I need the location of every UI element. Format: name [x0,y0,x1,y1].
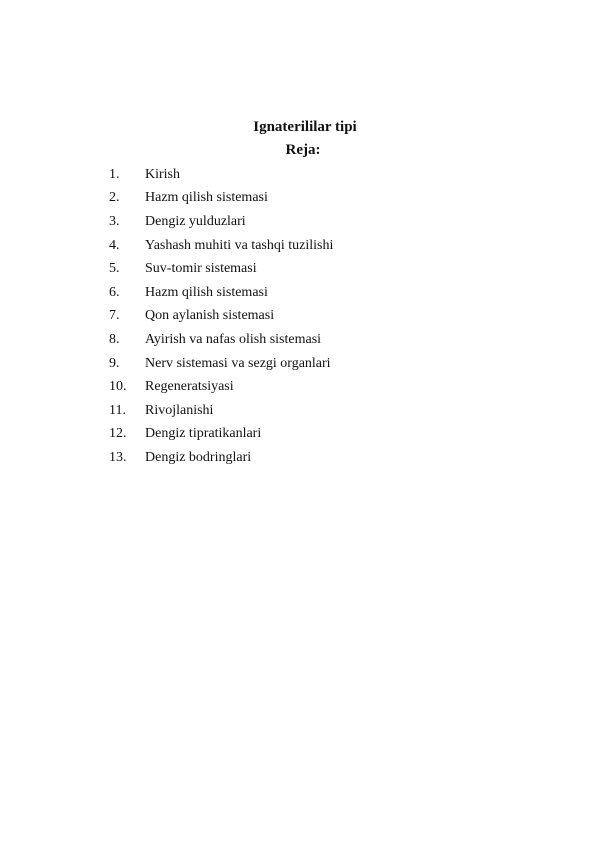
plan-item-text: Dengiz yulduzlari [145,213,246,229]
plan-item-number: 4. [109,237,120,253]
document-title: Ignaterililar tipi [253,119,357,135]
plan-item [109,446,333,470]
plan-item-number: 2. [109,190,120,206]
plan-item-text: Yashash muhiti va tashqi tuzilishi [145,237,334,253]
plan-item-number: 8. [109,331,120,347]
plan-list [109,163,333,470]
plan-item [109,305,333,329]
plan-item-text: Regeneratsiyasi [145,379,234,395]
plan-item [109,163,333,187]
plan-item-text: Dengiz bodringlari [145,449,252,465]
plan-item-text: Rivojlanishi [145,402,214,418]
plan-item-number: 1. [109,166,120,182]
plan-item [109,210,333,234]
plan-item-number: 3. [109,213,120,229]
plan-item-text: Kirish [145,166,180,182]
plan-item-text: Hazm qilish sistemasi [145,284,268,300]
plan-item-text: Nerv sistemasi va sezgi organlari [145,355,331,371]
plan-item-number: 12. [109,426,127,442]
plan-heading: Reja: [285,142,321,158]
plan-item-number: 9. [109,355,120,371]
plan-item [109,328,333,352]
plan-item [109,257,333,281]
plan-item-number: 10. [109,379,127,395]
plan-item [109,375,333,399]
plan-item [109,187,333,211]
plan-item-text: Ayirish va nafas olish sistemasi [145,331,322,347]
plan-item-number: 5. [109,261,120,277]
plan-item-text: Dengiz tipratikanlari [145,426,262,442]
plan-item [109,352,333,376]
plan-item-number: 6. [109,284,120,300]
plan-item [109,399,333,423]
plan-item [109,281,333,305]
plan-item-text: Qon aylanish sistemasi [145,308,275,324]
plan-item-number: 7. [109,308,120,324]
plan-item-number: 11. [109,402,126,418]
plan-item-text: Hazm qilish sistemasi [145,190,268,206]
plan-item-number: 13. [109,449,127,465]
plan-item [109,234,333,258]
plan-item-text: Suv-tomir sistemasi [145,261,257,277]
plan-item [109,423,333,447]
